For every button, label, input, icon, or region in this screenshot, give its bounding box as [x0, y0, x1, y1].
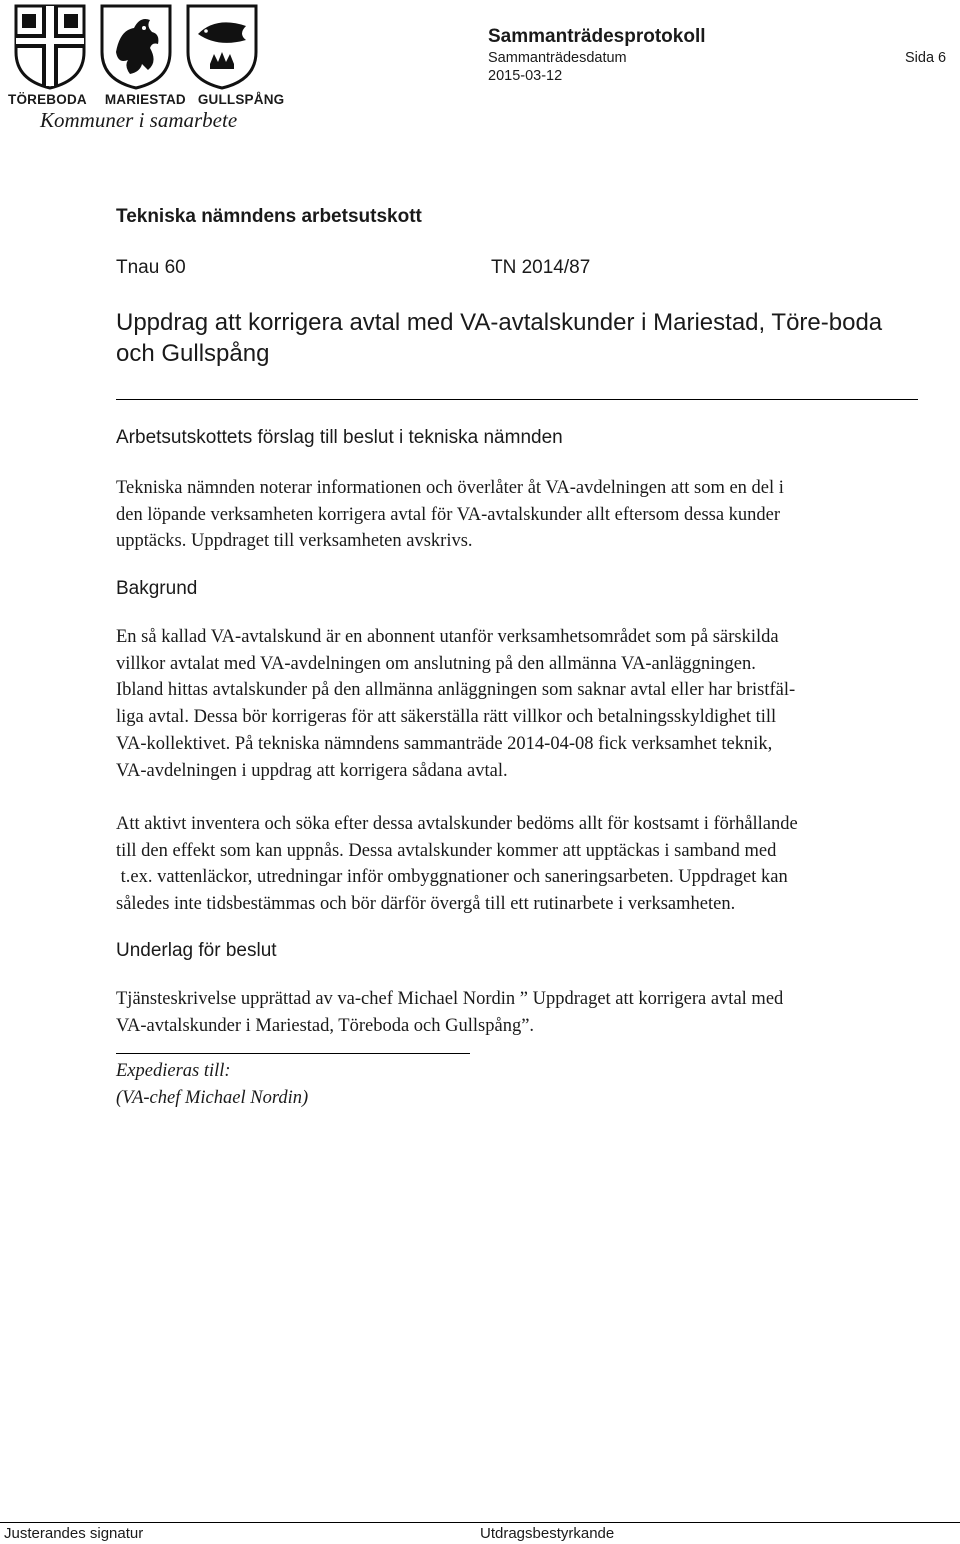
- municipality-name: TÖREBODA: [8, 92, 87, 107]
- municipality-name: MARIESTAD: [104, 92, 186, 107]
- committee-name: Tekniska nämndens arbetsutskott: [116, 206, 422, 227]
- municipality-name: GULLSPÅNG: [197, 92, 285, 107]
- text-line: t.ex. vattenläckor, utredningar inför ombyggnationer och saneringsarbeten. Uppdraget kan: [116, 867, 788, 888]
- mariestad-crest-icon: [102, 6, 170, 88]
- background-paragraph-2: [116, 811, 956, 918]
- dispatch-recipient: (VA-chef Michael Nordin): [116, 1088, 309, 1108]
- footer-signature-label: Justerandes signatur: [4, 1525, 144, 1542]
- document-type: Sammanträdesprotokoll: [488, 26, 706, 47]
- text-line: Tjänsteskrivelse upprättad av va-chef Michael Nordin ” Uppdraget att korrigera avtal med: [116, 989, 784, 1009]
- text-line: således inte tidsbestämmas och bör därför övergå till ett rutinarbete i verksamheten.: [116, 894, 736, 915]
- text-line: Tekniska nämnden noterar informationen och överlåter åt VA-avdelningen att som en del i: [116, 478, 784, 498]
- background-heading: Bakgrund: [116, 578, 198, 599]
- municipality-names: [8, 92, 285, 107]
- text-line: VA-avdelningen i uppdrag att korrigera sådana avtal.: [116, 760, 508, 781]
- dispatch-label: Expedieras till:: [116, 1061, 231, 1081]
- proposal-heading: Arbetsutskottets förslag till beslut i tekniska nämnden: [116, 427, 563, 448]
- footer-divider: [0, 1522, 960, 1523]
- page-number: Sida 6: [905, 50, 947, 66]
- meeting-date: 2015-03-12: [488, 68, 563, 84]
- text-line: upptäcks. Uppdraget till verksamheten avskrivs.: [116, 531, 473, 552]
- divider: [116, 399, 918, 400]
- background-paragraph-1: [116, 624, 956, 784]
- text-line: VA-kollektivet. På tekniska nämndens sammanträde 2014-04-08 fick verksamhet teknik,: [116, 733, 773, 754]
- text-line: VA-avtalskunder i Mariestad, Töreboda och Gullspång”.: [116, 1015, 535, 1036]
- text-line: den löpande verksamheten korrigera avtal för VA-avtalskunder allt eftersom dessa kunder: [116, 504, 781, 525]
- text-line: Att aktivt inventera och söka efter dessa avtalskunder bedöms allt för kostsamt i förhållande: [116, 814, 798, 834]
- tagline: Kommuner i samarbete: [40, 108, 238, 132]
- basis-heading: Underlag för beslut: [116, 940, 277, 961]
- footer-certification-label: Utdragsbestyrkande: [480, 1525, 615, 1542]
- text-line: En så kallad VA-avtalskund är en abonnent utanför verksamhetsområdet som på särskilda: [116, 627, 779, 647]
- text-line: villkor avtalat med VA-avdelningen om anslutning på den allmänna VA-anläggningen.: [116, 653, 756, 674]
- text-line: till den effekt som kan uppnås. Dessa avtalskunder kommer att upptäckas i samband med: [116, 840, 777, 861]
- date-label: Sammanträdesdatum: [488, 50, 627, 66]
- text-line: liga avtal. Dessa bör korrigeras för att säkerställa rätt villkor och betalningsskyldighet till: [116, 707, 777, 728]
- toreboda-crest-icon: [16, 6, 84, 88]
- municipal-crests-logo: [12, 4, 262, 90]
- page-title: Uppdrag att korrigera avtal med VA-avtalskunder i Mariestad, Töre-boda och Gullspång: [116, 309, 883, 367]
- diary-number: TN 2014/87: [491, 257, 591, 278]
- text-line: Ibland hittas avtalskunder på den allmänna anläggningen som saknar avtal eller har bristfäl-: [116, 680, 796, 701]
- basis-paragraph: [116, 986, 956, 1039]
- divider: [116, 1053, 470, 1054]
- proposal-paragraph: [116, 475, 956, 555]
- section-number: Tnau 60: [116, 257, 186, 278]
- gullspang-crest-icon: [188, 6, 256, 88]
